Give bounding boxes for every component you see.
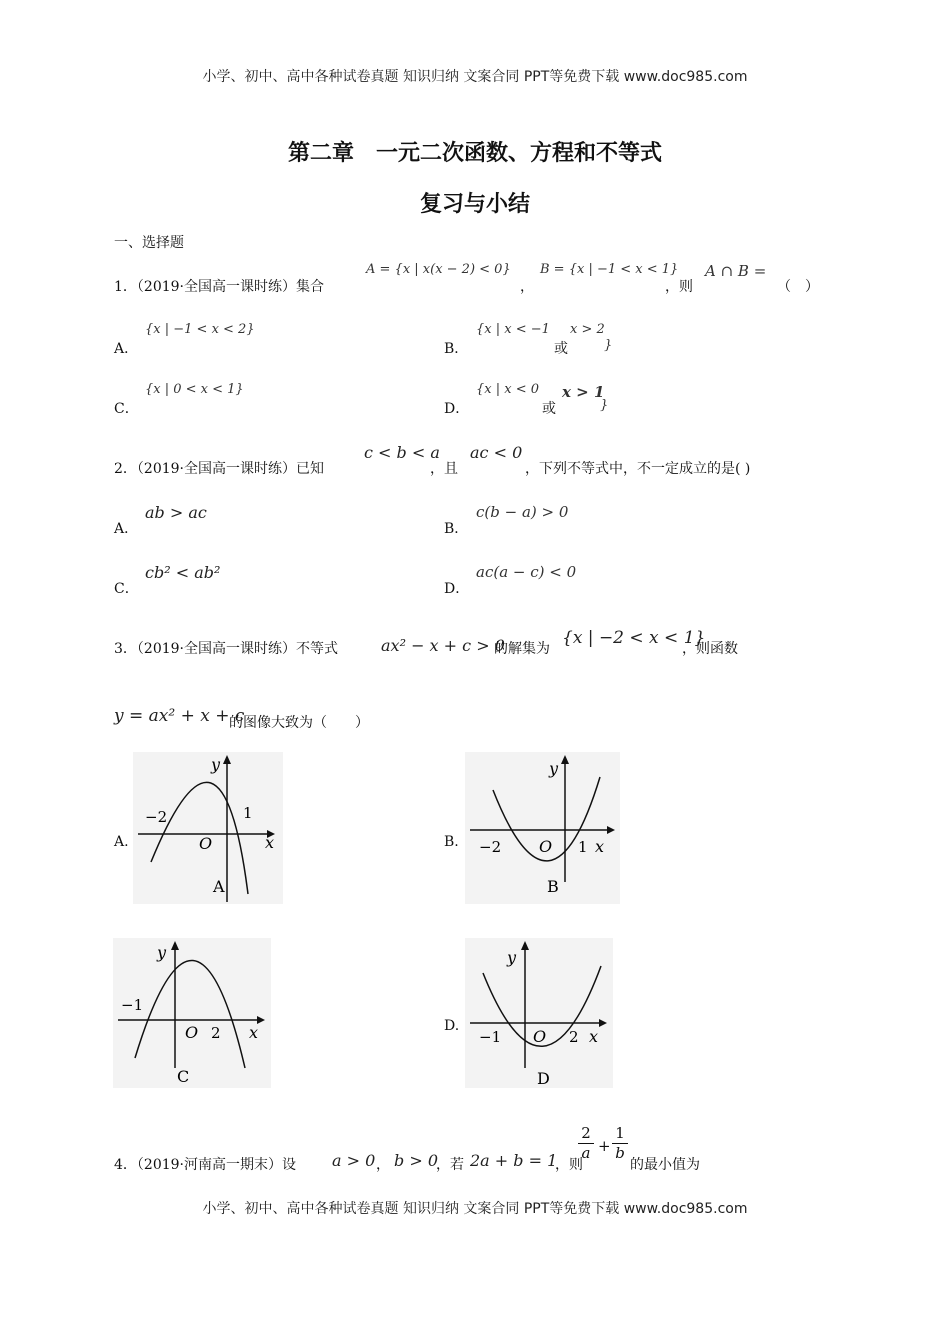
q4-condition-b: b > 0: [394, 1151, 438, 1170]
q1-set-a: A = {x | x(x − 2) < 0}: [366, 262, 511, 277]
q2-option-d: ac(a − c) < 0: [476, 563, 577, 581]
graph-d-x-arrow: [599, 1019, 607, 1027]
q4-sep-1: ，: [376, 1157, 390, 1173]
graph-a-y-label: y: [211, 755, 221, 774]
q1-prefix: 1．（2019·全国高一课时练）集合: [114, 279, 324, 295]
q1-option-d-part1: {x | x < 0: [476, 382, 540, 397]
q1-option-d-close: }: [600, 398, 609, 413]
graph-c-curve: [135, 960, 245, 1068]
q2-option-d-label: D．: [444, 581, 470, 597]
q1-option-b-part2: x > 2: [570, 322, 605, 337]
page-footer: 小学、初中、高中各种试卷真题 知识归纳 文案合同 PPT等免费下载 www.doc985.com: [202, 1201, 748, 1217]
graph-a-right-root: 1: [243, 804, 253, 822]
q3-option-b-label: B.: [444, 834, 459, 850]
q4-ask: 的最小值为: [630, 1157, 700, 1173]
graph-b-y-arrow: [561, 755, 569, 764]
graph-d-y-label: y: [507, 948, 517, 967]
q2-condition-2: ac < 0: [470, 443, 523, 462]
q1-ask: A ∩ B =: [705, 262, 767, 280]
q4-condition-sum: 2a + b = 1: [470, 1151, 558, 1170]
q1-option-b-or: 或: [554, 341, 568, 357]
q2-option-c-label: C．: [114, 581, 139, 597]
section-heading: 一、选择题: [114, 235, 184, 251]
graph-b-left-root: −2: [479, 838, 502, 856]
q4-prefix: 4．（2019·河南高一期末）设: [114, 1157, 296, 1173]
q2-option-a: ab > ac: [145, 503, 207, 522]
q4-frac1-numerator: 2: [581, 1124, 591, 1142]
graph-b-caption: B: [547, 877, 559, 896]
graph-c-y-arrow: [171, 941, 179, 950]
q1-option-b-close: }: [604, 338, 613, 353]
q1-option-d-part2: x > 1: [562, 383, 605, 401]
q4-sep-3: ，则: [555, 1157, 583, 1173]
q2-option-c: cb² < ab²: [145, 563, 221, 582]
q1-comma: ，: [520, 279, 534, 295]
q1-set-b: B = {x | −1 < x < 1}: [540, 262, 679, 277]
graph-a-y-arrow: [223, 755, 231, 764]
q1-option-d-or: 或: [542, 401, 556, 417]
q1-option-b-label: B．: [444, 341, 469, 357]
q1-option-d-label: D．: [444, 401, 470, 417]
graph-b-origin: O: [539, 837, 553, 856]
q3-function: y = ax² + x + c: [114, 706, 245, 726]
graph-c-right-root: 2: [211, 1024, 221, 1042]
graph-b-x-label: x: [595, 837, 605, 856]
graph-c-left-root: −1: [121, 996, 144, 1014]
q3-ask: 的图像大致为（ ）: [229, 715, 369, 731]
q4-fraction-1: [578, 1124, 594, 1162]
graph-c-x-label: x: [249, 1023, 259, 1042]
q4-frac2-numerator: 1: [615, 1124, 625, 1142]
graph-d-left-root: −1: [479, 1028, 502, 1046]
q2-condition-1: c < b < a: [364, 443, 440, 462]
q2-rest: ，下列不等式中，不一定成立的是( ): [525, 461, 751, 477]
q4-frac1-denominator: a: [578, 1143, 594, 1162]
page-header: 小学、初中、高中各种试卷真题 知识归纳 文案合同 PPT等免费下载 www.doc985.com: [202, 69, 748, 85]
q2-option-b-label: B．: [444, 521, 469, 537]
q1-then: ，则: [665, 279, 693, 295]
q2-prefix: 2．（2019·全国高一课时练）已知: [114, 461, 324, 477]
q4-condition-a: a > 0: [332, 1151, 376, 1170]
q1-option-c-label: C．: [114, 401, 139, 417]
q1-option-c: {x | 0 < x < 1}: [145, 382, 244, 397]
q3-prefix: 3．（2019·全国高一课时练）不等式: [114, 641, 338, 657]
graph-a-origin: O: [199, 834, 213, 853]
graph-c-caption: C: [177, 1067, 190, 1086]
q4-fraction-2: [612, 1124, 628, 1162]
graph-d-x-label: x: [589, 1027, 599, 1046]
graph-a-x-label: x: [265, 833, 275, 852]
graph-b-right-root: 1: [578, 838, 588, 856]
graph-c-origin: O: [185, 1023, 199, 1042]
q4-sep-2: ，若: [436, 1157, 464, 1173]
graph-a-caption: A: [213, 877, 225, 896]
graph-b: [465, 752, 620, 904]
q4-frac2-denominator: b: [612, 1143, 628, 1162]
section-subtitle: 复习与小结: [419, 192, 530, 217]
graph-b-x-arrow: [607, 826, 615, 834]
graph-d-y-arrow: [521, 941, 529, 950]
q3-mid: 的解集为: [494, 641, 550, 657]
q2-option-b: c(b − a) > 0: [476, 503, 569, 521]
graph-d-origin: O: [533, 1027, 547, 1046]
chapter-title: 第二章 一元二次函数、方程和不等式: [287, 141, 662, 166]
q3-option-d-label: D.: [444, 1018, 460, 1034]
q3-option-a-label: A.: [114, 834, 129, 850]
q1-paren: （ ）: [777, 279, 819, 295]
graph-d-caption: D: [537, 1069, 550, 1088]
graph-d: [465, 938, 613, 1088]
graph-a-left-root: −2: [145, 808, 168, 826]
graph-c-x-arrow: [257, 1016, 265, 1024]
q1-option-a: {x | −1 < x < 2}: [145, 322, 255, 337]
q3-solution-set: {x | −2 < x < 1}: [562, 628, 706, 648]
graph-c-y-label: y: [157, 943, 167, 962]
graph-a: [133, 752, 283, 904]
graph-d-right-root: 2: [569, 1028, 579, 1046]
graph-c: [113, 938, 271, 1088]
q1-option-a-label: A．: [114, 341, 139, 357]
q3-end: ，则函数: [682, 641, 738, 657]
q3-inequality: ax² − x + c > 0: [381, 636, 505, 655]
q2-option-a-label: A．: [114, 521, 139, 537]
q2-and: ，且: [430, 461, 458, 477]
graph-b-y-label: y: [549, 759, 559, 778]
q1-option-b-part1: {x | x < −1: [476, 322, 550, 337]
q4-plus: +: [598, 1137, 611, 1155]
